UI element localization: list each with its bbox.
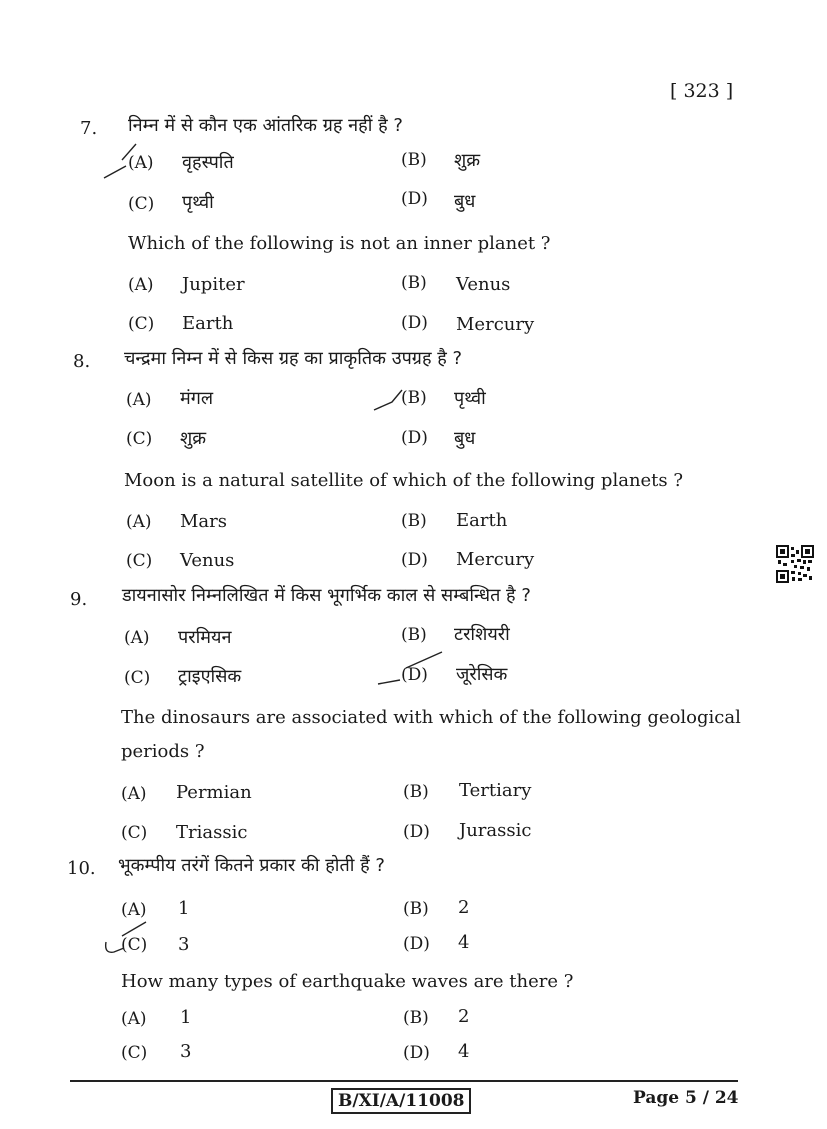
- q8-hi-option-d-letter: (D): [401, 428, 428, 448]
- q7-en-option-d-letter: (D): [401, 313, 428, 333]
- footer-rule: [70, 1080, 738, 1082]
- q7-hi-option-c-letter: (C): [128, 194, 155, 214]
- q8-en-option-d-letter: (D): [401, 550, 428, 570]
- question-8-number: 8.: [73, 351, 91, 372]
- q10-en-option-a-letter: (A): [121, 1009, 147, 1029]
- paper-code: B/XI/A/11008: [331, 1088, 471, 1114]
- q10-en-option-b-text: 2: [458, 1006, 470, 1027]
- answer-tick-mark-q9: [376, 650, 448, 690]
- q8-hi-option-a-text: मंगल: [180, 388, 214, 409]
- question-8-english: Moon is a natural satellite of which of the following planets ?: [124, 470, 684, 491]
- q9-en-option-a-letter: (A): [121, 784, 147, 804]
- q9-hi-option-a-letter: (A): [124, 628, 150, 648]
- q10-en-option-c-text: 3: [180, 1041, 192, 1062]
- question-10-hindi: भूकम्पीय तरंगें कितने प्रकार की होती हैं ?: [118, 855, 385, 876]
- question-8-hindi: चन्द्रमा निम्न में से किस ग्रह का प्राकृतिक उपग्रह है ?: [124, 348, 463, 369]
- q7-en-option-b-text: Venus: [456, 274, 511, 295]
- q8-hi-option-d-text: बुध: [454, 428, 476, 449]
- q10-en-option-a-text: 1: [180, 1007, 192, 1028]
- q9-en-option-d-letter: (D): [403, 822, 430, 842]
- q7-en-option-d-text: Mercury: [456, 314, 535, 335]
- question-10-english: How many types of earthquake waves are there ?: [121, 971, 574, 992]
- q8-hi-option-a-letter: (A): [126, 390, 152, 410]
- q9-en-option-b-text: Tertiary: [459, 780, 532, 801]
- question-9-english-line2: periods ?: [121, 741, 205, 762]
- q10-hi-option-a-letter: (A): [121, 900, 147, 920]
- q7-en-option-b-letter: (B): [401, 273, 427, 293]
- q7-en-option-c-text: Earth: [182, 313, 234, 334]
- q10-en-option-b-letter: (B): [403, 1008, 429, 1028]
- q8-hi-option-b-text: पृथ्वी: [454, 388, 486, 409]
- question-7-english: Which of the following is not an inner planet ?: [128, 233, 551, 254]
- q9-en-option-d-text: Jurassic: [459, 820, 532, 841]
- q7-hi-option-b-text: शुक्र: [454, 150, 481, 171]
- q8-en-option-a-letter: (A): [126, 512, 152, 532]
- question-9-number: 9.: [70, 589, 88, 610]
- q7-hi-option-b-letter: (B): [401, 150, 427, 170]
- q10-en-option-d-text: 4: [458, 1041, 470, 1062]
- q8-en-option-c-letter: (C): [126, 551, 153, 571]
- q8-hi-option-c-letter: (C): [126, 429, 153, 449]
- q9-hi-option-c-text: ट्राइएसिक: [178, 666, 242, 687]
- q7-hi-option-a-text: वृहस्पति: [182, 152, 234, 173]
- q10-hi-option-d-text: 4: [458, 932, 470, 953]
- page-number: [ 323 ]: [670, 80, 734, 102]
- q8-en-option-a-text: Mars: [180, 511, 228, 532]
- page-label: Page 5 / 24: [633, 1088, 739, 1108]
- q7-en-option-a-text: Jupiter: [182, 274, 245, 295]
- qr-code-icon: [776, 545, 814, 583]
- q8-en-option-b-letter: (B): [401, 511, 427, 531]
- question-10-number: 10.: [67, 858, 96, 879]
- q8-hi-option-c-text: शुक्र: [180, 428, 207, 449]
- q10-hi-option-c-letter: (C): [121, 935, 148, 955]
- q10-hi-option-c-text: 3: [178, 934, 190, 955]
- question-9-english-line1: The dinosaurs are associated with which of the following geological: [121, 707, 741, 728]
- q9-hi-option-d-letter: (D): [401, 665, 428, 685]
- q8-en-option-d-text: Mercury: [456, 549, 535, 570]
- q9-hi-option-c-letter: (C): [124, 668, 151, 688]
- q10-hi-option-a-text: 1: [178, 898, 190, 919]
- answer-tick-mark-q10: [102, 918, 150, 960]
- q10-en-option-c-letter: (C): [121, 1043, 148, 1063]
- question-7-number: 7.: [80, 118, 98, 139]
- q7-hi-option-d-letter: (D): [401, 189, 428, 209]
- q9-en-option-c-letter: (C): [121, 823, 148, 843]
- q7-hi-option-d-text: बुध: [454, 191, 476, 212]
- q9-hi-option-b-letter: (B): [401, 625, 427, 645]
- q8-en-option-c-text: Venus: [180, 550, 235, 571]
- q10-en-option-d-letter: (D): [403, 1043, 430, 1063]
- q8-hi-option-b-letter: (B): [401, 388, 427, 408]
- q9-en-option-c-text: Triassic: [176, 822, 248, 843]
- q7-hi-option-c-text: पृथ्वी: [182, 192, 214, 213]
- q7-en-option-c-letter: (C): [128, 314, 155, 334]
- q10-hi-option-b-letter: (B): [403, 899, 429, 919]
- q9-en-option-b-letter: (B): [403, 782, 429, 802]
- q9-hi-option-a-text: परमियन: [178, 627, 232, 648]
- q8-en-option-b-text: Earth: [456, 510, 508, 531]
- q7-hi-option-a-letter: (A): [128, 153, 154, 173]
- q9-hi-option-b-text: टरशियरी: [454, 624, 510, 645]
- question-7-hindi: निम्न में से कौन एक आंतरिक ग्रह नहीं है ?: [128, 115, 403, 136]
- answer-tick-mark-q8: [372, 384, 416, 414]
- q10-hi-option-b-text: 2: [458, 897, 470, 918]
- question-9-hindi: डायनासोर निम्नलिखित में किस भूगर्भिक काल से सम्बन्धित है ?: [122, 585, 531, 606]
- answer-tick-mark-q7: [100, 140, 140, 182]
- q10-hi-option-d-letter: (D): [403, 934, 430, 954]
- q9-hi-option-d-text: जूरेसिक: [456, 664, 508, 685]
- q9-en-option-a-text: Permian: [176, 782, 252, 803]
- q7-en-option-a-letter: (A): [128, 275, 154, 295]
